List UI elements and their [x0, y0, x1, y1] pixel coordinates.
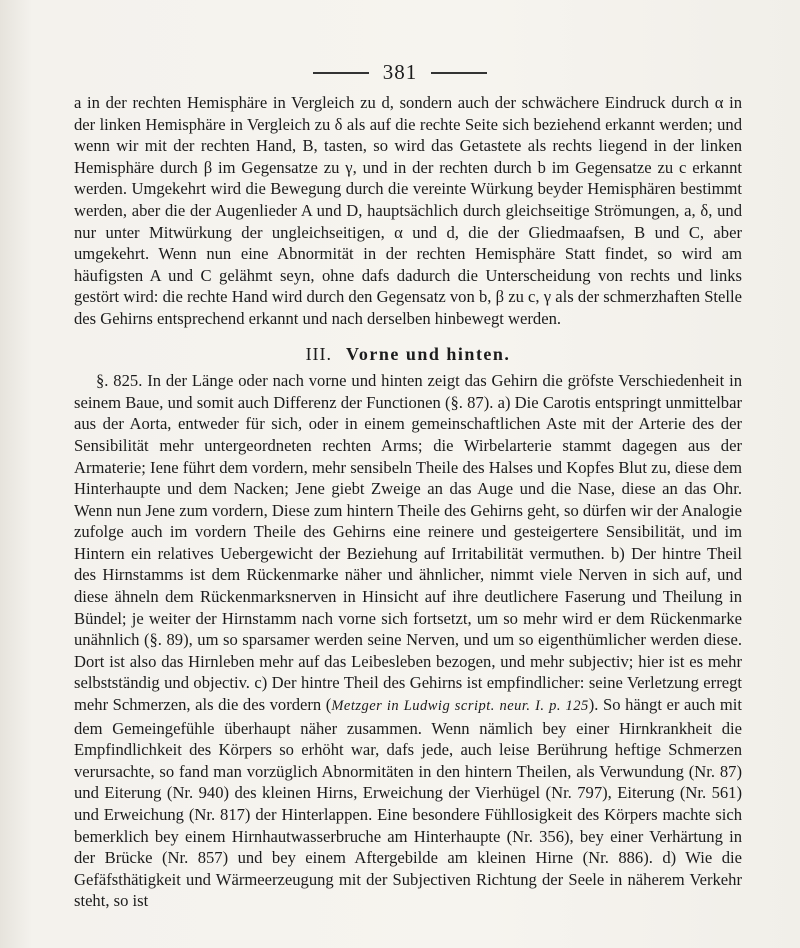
- paragraph-825-part2: ). So hängt er auch mit dem Gemeingefühle überhaupt näher zusammen. Wenn nämlich bey einer Hirnkrankheit die Empfindlichkeit des Körpers so erhöht war, dafs jede, auch leise Berührung heftige Schmerzen verursachte, so fand man vorzüglich Abnormitäten in den hintern Theilen, als Verwundung (Nr. 87) und Eiterung (Nr. 940) des kleinen Hirns, Erweichung der Vierhügel (Nr. 797), Eiterung (Nr. 561) und Erweichung (Nr. 817) der Hinterlappen. Eine besondere Fühllosigkeit des Körpers machte sich bemerklich bey einem Hirnhautwasserbruche am Hinterhaupte (Nr. 356), bey einer Verhärtung in der Brücke (Nr. 857) und bey einem Aftergebilde am kleinen Hirne (Nr. 886). d) Wie die Gefäfsthätigkeit und Wärmeerzeugung mit der Subjectiven Richtung der Seele in näherem Verkehr steht, so ist: [74, 695, 742, 911]
- paragraph-825-part1: §. 825. In der Länge oder nach vorne und hinten zeigt das Gehirn die gröfste Verschiedenheit in seinem Baue, und somit auch Differenz der Functionen (§. 87). a) Die Carotis entspringt unmittelbar aus der Aorta, entweder für sich, oder in einem gemeinschaftlichen Aste mit der Arterie des der Sensibilität mehr untergeordneten rechten Arms; die Wirbelarterie stammt dagegen aus der Armaterie; Iene führt dem vordern, mehr sensibeln Theile des Halses und Kopfes Blut zu, diese dem Hinterhaupte und dem Nacken; Jene giebt Zweige an das Auge und die Nase, diese an das Ohr. Wenn nun Jene zum vordern, Diese zum hintern Theile des Gehirns geht, so dürfen wir der Analogie zufolge auch im vordern Theile des Gehirns eine reinere und gesteigertere Sensibilität, und im Hintern ein relatives Uebergewicht der Beziehung auf Irritabilität vermuthen. b) Der hintre Theil des Hirnstamms ist dem Rückenmarke näher und ähnlicher, nimmt viele Nerven in sich auf, und diese ähneln dem Rückenmarksnerven in Hinsicht auf ihre deutlichere Faserung und Theilung in Bündel; je weiter der Hirnstamm nach vorne sich fortsetzt, um so mehr wird er dem Rückenmarke unähnlich (§. 89), um so sparsamer werden seine Nerven, und um so eigenthümlicher werden diese. Dort ist also das Hirnleben mehr auf das Leibesleben bezogen, und mehr subjectiv; hier ist es mehr selbstständig und objectiv. c) Der hintre Theil des Gehirns ist empfindlicher: seine Verletzung erregt mehr Schmerzen, als die des vordern (: [74, 371, 742, 715]
- citation: Metzger in Ludwig script. neur. I. p. 125: [331, 698, 589, 715]
- paragraph-continued: a in der rechten Hemisphäre in Vergleich zu d, sondern auch der schwächere Eindruck durch α in der linken Hemisphäre in Vergleich zu δ als auf die rechte Seite sich beziehend erkannt werden; und wenn wir mit der rechten Hand, B, tasten, so wird das Getastete als rechts liegend in der linken Hemisphäre durch β im Gegensatze zu γ, und in der rechten durch b im Gegensatze zu c erkannt werden. Umgekehrt wird die Bewegung durch die vereinte Würkung beyder Hemisphären bestimmt werden, aber die der Augenlieder A und D, hauptsächlich durch gleichseitige Strömungen, a, δ, und nur unter Mitwürkung der ungleichseitigen, α und d, die der Gliedmaafsen, B und C, aber umgekehrt. Wenn nun eine Abnormität in der rechten Hemisphäre Statt findet, so wird am häufigsten A und C gelähmt seyn, ohne dafs dadurch die Unterscheidung von rechts und links gestört wird: die rechte Hand wird durch den Gegensatz von b, β zu c, γ als der schmerzhaften Stelle des Gehirns entsprechend erkannt und nach derselben hinbewegt werden.: [74, 93, 742, 328]
- section-title: Vorne und hinten.: [346, 343, 511, 364]
- header-rule-right: [431, 72, 487, 74]
- page-number: 381: [382, 60, 418, 84]
- header-rule-left: [313, 72, 369, 74]
- paragraph-825: [74, 370, 742, 912]
- page-header: [0, 60, 800, 85]
- section-heading: [74, 344, 742, 366]
- body-text: [74, 92, 742, 912]
- section-number: III.: [305, 343, 333, 364]
